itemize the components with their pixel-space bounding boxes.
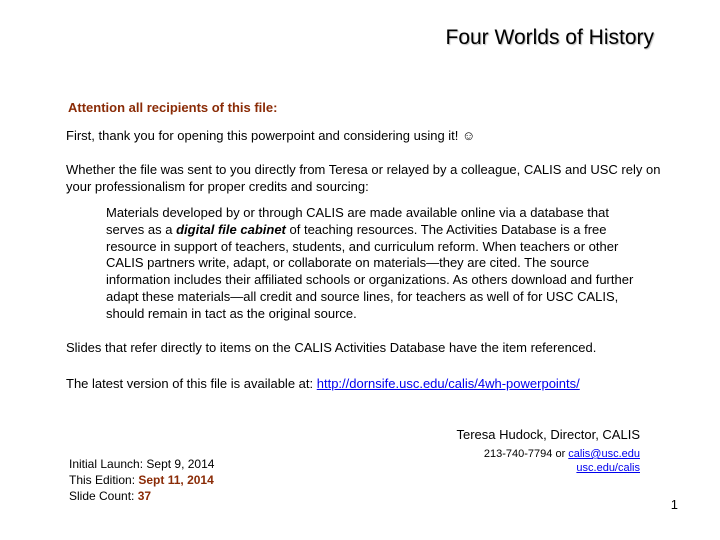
slide-title: Four Worlds of History	[445, 26, 654, 49]
contact-info	[484, 447, 640, 475]
launch-info	[69, 456, 214, 504]
edition-date: Sept 11, 2014	[138, 473, 214, 487]
latest-version-paragraph	[66, 375, 666, 392]
website-line	[484, 461, 640, 475]
latest-version-label: The latest version of this file is available at:	[66, 376, 317, 391]
slides-note-paragraph: Slides that refer directly to items on the CALIS Activities Database have the item referenced.	[66, 340, 597, 355]
edition-label: This Edition:	[69, 473, 139, 487]
phone-text: 213-740-7794 or	[483, 448, 569, 460]
slide-count-label: Slide Count:	[69, 489, 138, 503]
contact-line	[484, 447, 640, 461]
thanks-paragraph: First, thank you for opening this powerpoint and considering using it! ☺	[66, 128, 476, 143]
powerpoints-link[interactable]: http://dornsife.usc.edu/calis/4wh-powerpoints/	[316, 376, 580, 391]
slide-count-line	[69, 488, 214, 504]
quote-emphasis: digital file cabinet	[176, 221, 286, 237]
quote-text-part2: of teaching resources. The Activities Database is a free resource in support of teachers, students, and curriculum reform. When teachers or other CALIS partners write, adapt, or collaborate on materials—they are cited. The source information includes their affiliated schools or organizations. As others download and further adapt these materials—all credit and source lines, for teachers as well of for USC CALIS, should remain in tact as the original source.	[106, 221, 634, 321]
sourcing-paragraph: Whether the file was sent to you directly from Teresa or relayed by a colleague, CALIS and USC rely on your professionalism for proper credits and sourcing:	[66, 162, 661, 194]
edition-line	[69, 472, 214, 488]
slide-count-value: 37	[137, 489, 152, 503]
website-link[interactable]: usc.edu/calis	[576, 462, 640, 474]
calis-quote-block	[106, 205, 636, 323]
director-name: Teresa Hudock, Director, CALIS	[456, 427, 640, 442]
page-number: 1	[670, 497, 678, 512]
quote-text-part1: Materials developed by or through CALIS are made available online via a database that serves as a	[106, 205, 609, 237]
email-link[interactable]: calis@usc.edu	[568, 448, 640, 460]
attention-heading: Attention all recipients of this file:	[68, 100, 278, 115]
initial-launch: Initial Launch: Sept 9, 2014	[69, 457, 215, 471]
